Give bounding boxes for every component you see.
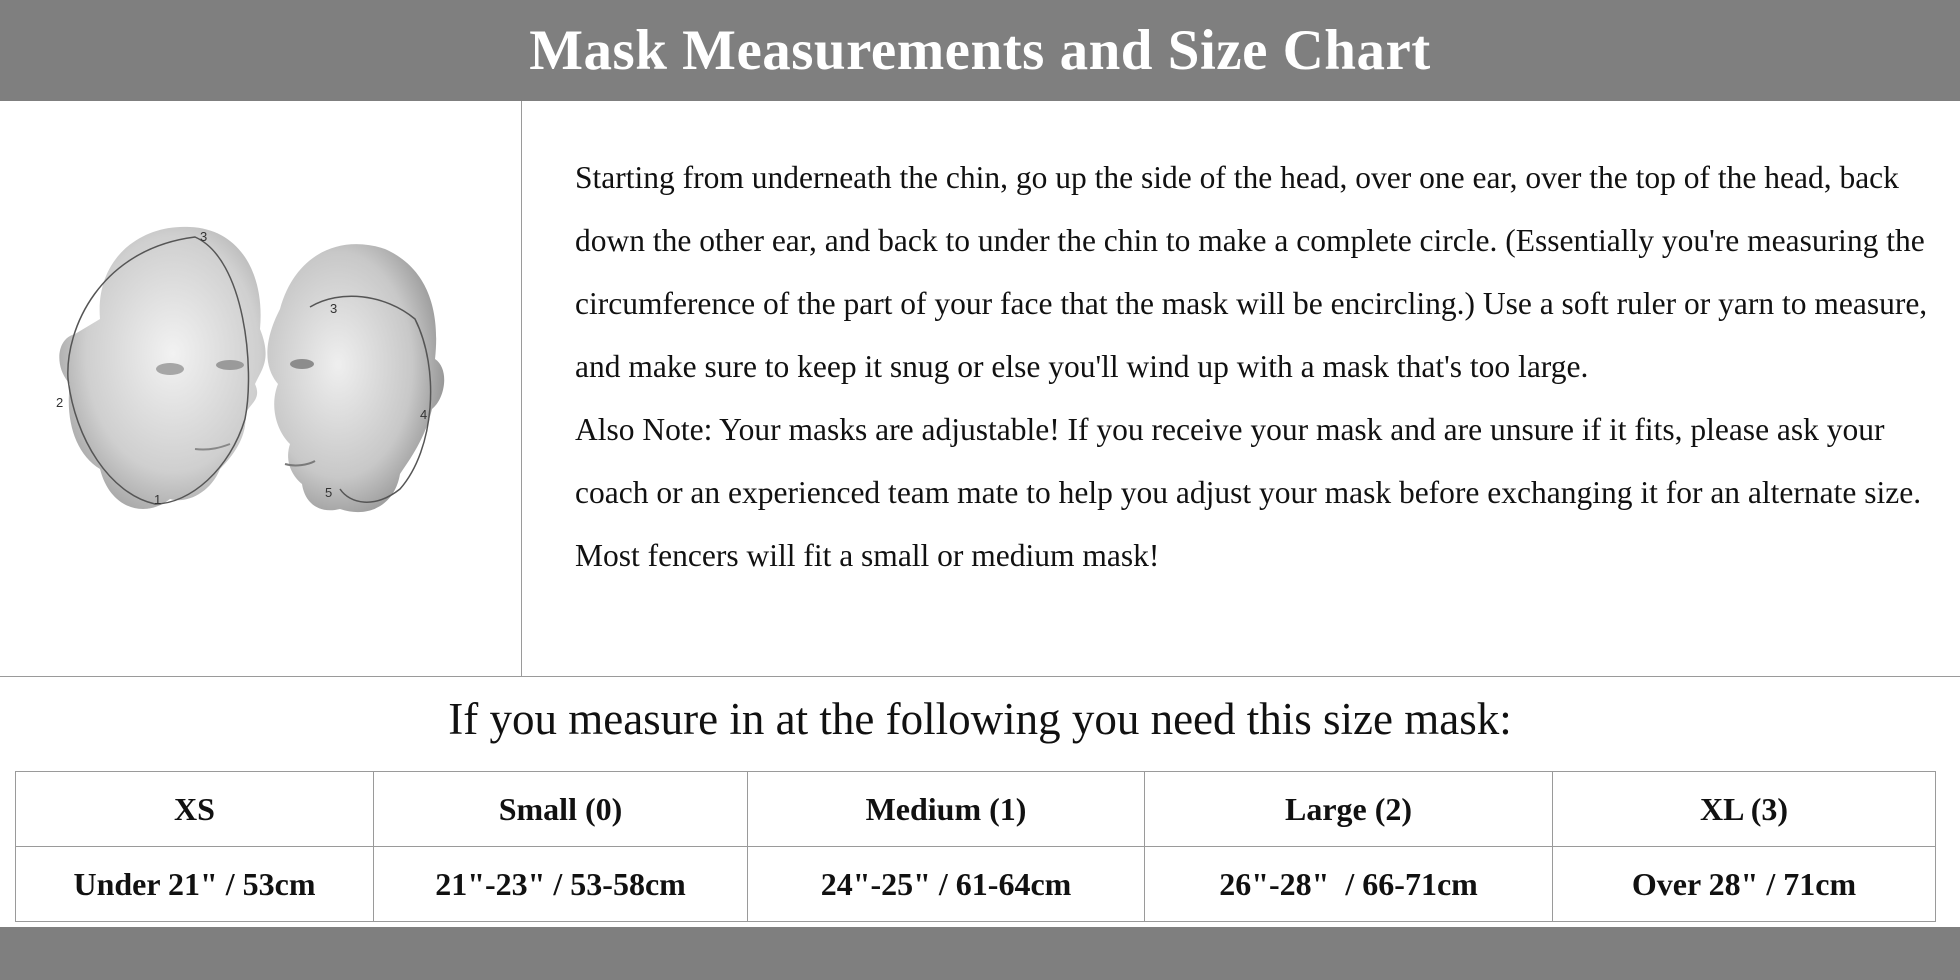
measurement-small: 21"-23" / 53-58cm — [374, 847, 748, 922]
point-label-5: 5 — [325, 485, 333, 500]
size-chart-subtitle: If you measure in at the following you need this size mask: — [448, 694, 1512, 744]
head-diagram — [40, 219, 470, 559]
size-chart-table — [15, 771, 1936, 922]
measurement-medium: 24"-25" / 61-64cm — [748, 847, 1145, 922]
point-label-2: 2 — [56, 395, 64, 410]
page-title: Mask Measurements and Size Chart — [529, 19, 1431, 82]
size-header-xl: XL (3) — [1553, 772, 1936, 847]
header-banner — [0, 0, 1960, 101]
measurement-instructions — [575, 146, 1935, 587]
point-label-4: 4 — [420, 407, 428, 422]
measurement-xl: Over 28" / 71cm — [1553, 847, 1936, 922]
size-header-large: Large (2) — [1145, 772, 1553, 847]
size-header-medium: Medium (1) — [748, 772, 1145, 847]
measurement-large: 26"-28" / 66-71cm — [1145, 847, 1553, 922]
right-head — [267, 244, 444, 512]
size-header-row — [16, 772, 1936, 847]
instructions-paragraph: Starting from underneath the chin, go up the side of the head, over one ear, over the top of the head, back down the other ear, and back to under the chin to make a complete circle. (Essentially you're measuring the circumference of the part of your face that the mask will be encircling.) Use a soft ruler or yarn to measure, and make sure to keep it snug or else you'll wind up with a mask that's too large. — [575, 160, 1928, 384]
point-label-3-right: 3 — [330, 301, 338, 316]
point-label-3-left: 3 — [200, 229, 208, 244]
measurement-xs: Under 21" / 53cm — [16, 847, 374, 922]
measurement-section — [0, 101, 1960, 677]
measurement-row — [16, 847, 1936, 922]
point-label-1: 1 — [154, 492, 162, 507]
size-header-xs: XS — [16, 772, 374, 847]
left-head — [59, 227, 265, 509]
footer-bar — [0, 927, 1960, 980]
size-header-small: Small (0) — [374, 772, 748, 847]
head-measurement-illustration — [0, 101, 522, 676]
adjustable-note-paragraph: Also Note: Your masks are adjustable! If you receive your mask and are unsure if it fits, please ask your coach or an experienced team mate to help you adjust your mask before exchanging it for an alternate size. Most fencers will fit a small or medium mask! — [575, 412, 1922, 573]
